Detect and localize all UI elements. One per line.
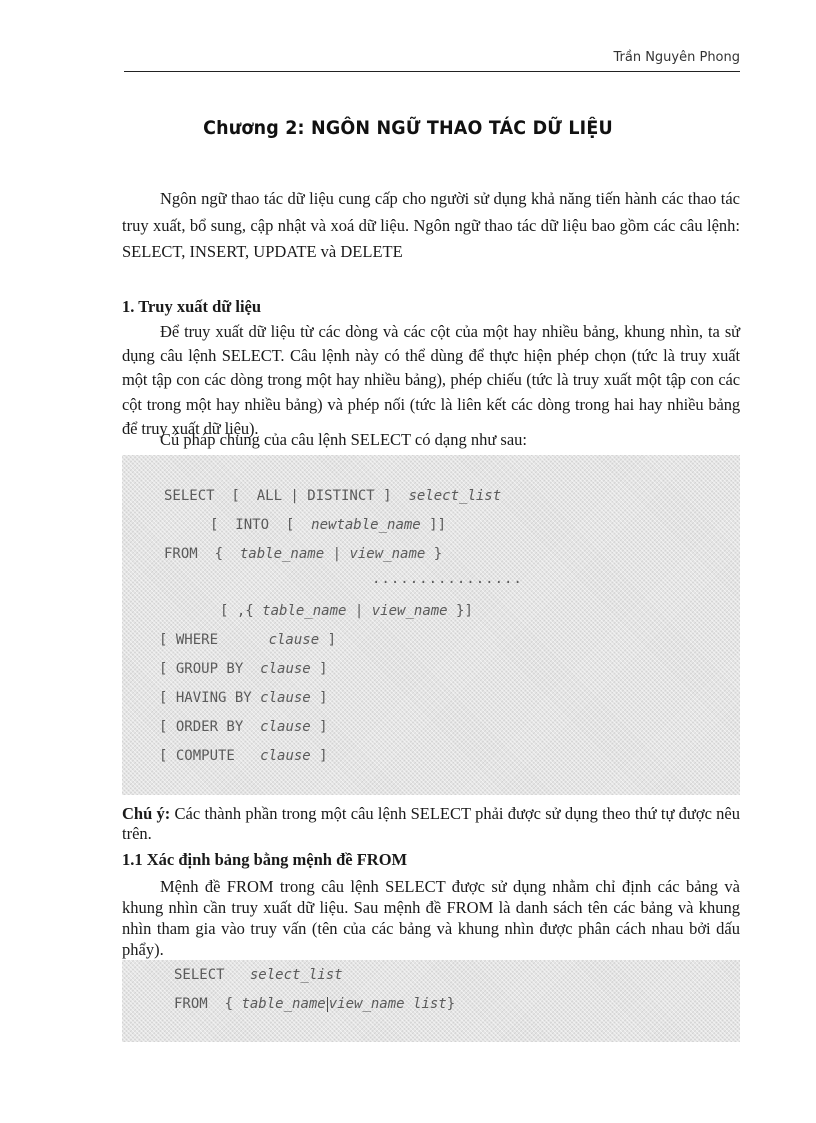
text-cursor [327,997,328,1012]
code-line-where: [ WHERE clause ] [159,632,337,648]
code-line-having-by: [ HAVING BY clause ] [159,690,328,706]
section-heading-1-1: 1.1 Xác định bảng bằng mệnh đề FROM [122,850,408,869]
code-line-select: SELECT [ ALL | DISTINCT ] select_list [164,488,502,504]
code-line-compute: [ COMPUTE clause ] [159,748,328,764]
section-1-1-paragraph: Mệnh đề FROM trong câu lệnh SELECT được sử dụng nhằm chỉ định các bảng và khung nhìn cần truy xuất dữ liệu. Sau mệnh đề FROM là danh sách tên các bảng và khung nhìn tham gia vào truy vấn (tên của các bảng và khung nhìn được phân cách nhau bởi dấu phẩy). [122,877,740,959]
note-paragraph [122,804,740,844]
note-label: Chú ý: [122,804,171,823]
section-1-paragraph-2: Cú pháp chung của câu lệnh SELECT có dạng như sau: [160,430,527,449]
note-text: Các thành phần trong một câu lệnh SELECT phải được sử dụng theo thứ tự được nêu trên. [122,804,740,843]
code-line-table-list: [ ,{ table_name | view_name }] [220,603,473,619]
code-line-group-by: [ GROUP BY clause ] [159,661,328,677]
section-1-paragraph-1: Để truy xuất dữ liệu từ các dòng và các cột của một hay nhiều bảng, khung nhìn, ta sử dụng câu lệnh SELECT. Câu lệnh này có thể dùng để thực hiện phép chọn (tức là truy xuất một tập con các dòng trong một hay nhiều bảng), phép chiếu (tức là truy xuất một tập con các cột trong một hay nhiều bảng) và phép nối (tức là liên kết các dòng trong hai hay nhiều bảng để truy xuất dữ liệu). [122,322,740,438]
header-rule [124,71,740,72]
section-heading-1: 1. Truy xuất dữ liệu [122,297,262,316]
header-author: Trần Nguyên Phong [613,50,740,65]
code-line-from: FROM { table_name | view_name } [164,546,443,562]
code-line-order-by: [ ORDER BY clause ] [159,719,328,735]
intro-paragraph: Ngôn ngữ thao tác dữ liệu cung cấp cho người sử dụng khả năng tiến hành các thao tác truy xuất, bổ sung, cập nhật và xoá dữ liệu. Ngôn ngữ thao tác dữ liệu bao gồm các câu lệnh: SELECT, INSERT, UPDATE và DELETE [122,189,740,261]
code2-line-select: SELECT select_list [174,967,343,983]
from-syntax-code-block [122,960,740,1042]
code2-line-from: FROM { table_name view_name list} [174,996,456,1012]
chapter-title: Chương 2: NGÔN NGỮ THAO TÁC DỮ LIỆU [203,117,613,139]
code-line-dots: ................ [372,571,523,587]
syntax-code-block [122,455,740,795]
code-line-into: [ INTO [ newtable_name ]] [210,517,447,533]
